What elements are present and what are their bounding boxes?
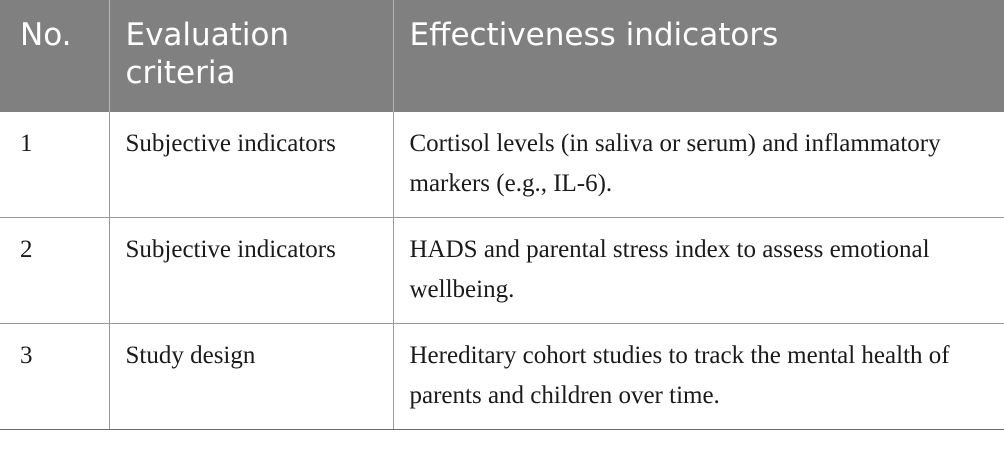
header-row — [0, 0, 1004, 112]
cell-criteria: Subjective indicators — [109, 112, 393, 218]
table-row — [0, 112, 1004, 218]
cell-criteria: Study design — [109, 324, 393, 430]
cell-indicators: HADS and parental stress index to assess emotional wellbeing. — [393, 218, 1004, 324]
table-row — [0, 218, 1004, 324]
header-no: No. — [0, 0, 109, 112]
table-header — [0, 0, 1004, 112]
cell-indicators: Cortisol levels (in saliva or serum) and inflammatory markers (e.g., IL-6). — [393, 112, 1004, 218]
table-row — [0, 324, 1004, 430]
cell-no: 3 — [0, 324, 109, 430]
header-effectiveness-indicators: Effectiveness indicators — [393, 0, 1004, 112]
cell-indicators: Hereditary cohort studies to track the mental health of parents and children over time. — [393, 324, 1004, 430]
cell-criteria: Subjective indicators — [109, 218, 393, 324]
table-body — [0, 112, 1004, 430]
header-evaluation-criteria: Evaluation criteria — [109, 0, 393, 112]
cell-no: 1 — [0, 112, 109, 218]
cell-no: 2 — [0, 218, 109, 324]
